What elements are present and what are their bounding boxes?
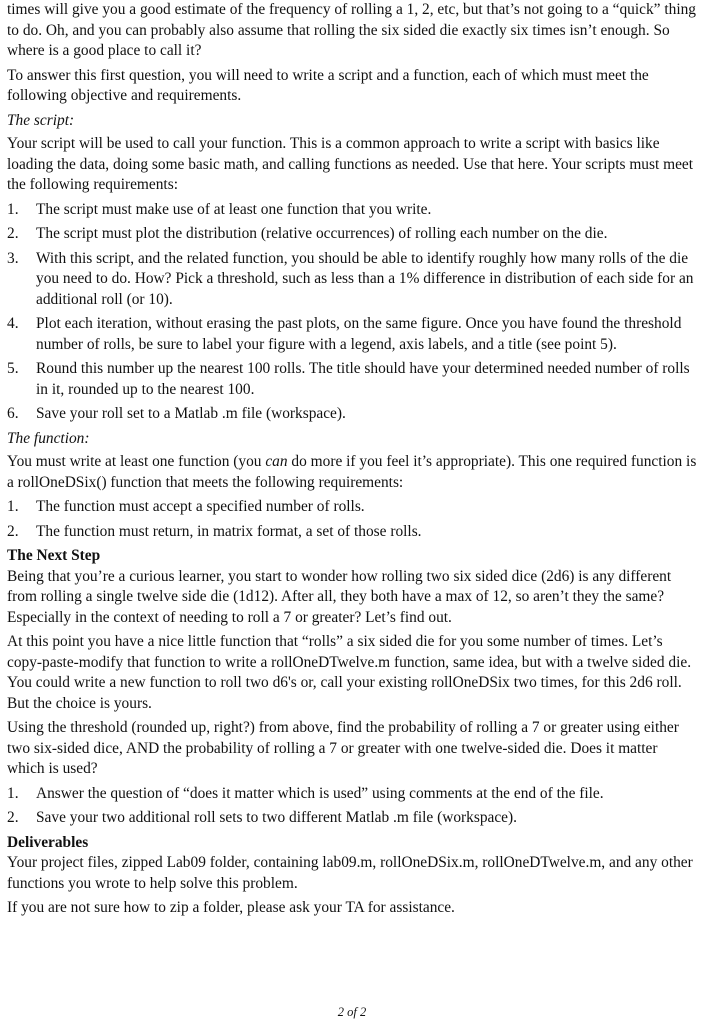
script-section-heading: The script: (7, 111, 75, 129)
deliverables-heading: Deliverables (7, 833, 89, 851)
list-item-number: 6. (7, 405, 19, 422)
list-item-text: Save your roll set to a Matlab .m file (workspace). (36, 405, 346, 422)
list-item-number: 3. (7, 249, 19, 267)
list-item (7, 404, 697, 425)
deliverables-paragraph-2: If you are not sure how to zip a folder, please ask your TA for assistance. (7, 899, 455, 916)
document-page (7, 0, 697, 923)
next-step-paragraph-3: Using the threshold (rounded up, right?) from above, find the probability of rolling a 7 or greater using either two six-sided dice, AND the probability of rolling a 7 or greater with one twelve-sided die. Does it matter which is used? (7, 719, 679, 777)
function-intro-text-start: You must write at least one function (you (7, 453, 266, 470)
script-requirements-list (7, 200, 697, 425)
list-item-text: The script must plot the distribution (relative occurrences) of rolling each number on the die. (36, 225, 608, 242)
function-intro-text-end: do more if you feel it’s appropriate). This one required function is a rollOneDSix() function that meets the following requirements: (7, 453, 697, 491)
deliverables-paragraph-1: Your project files, zipped Lab09 folder, containing lab09.m, rollOneDSix.m, rollOneDTwelve.m, and any other functions you wrote to help solve this problem. (7, 854, 693, 892)
function-intro-emphasis: can (265, 453, 288, 470)
intro-paragraph-2: To answer this first question, you will need to write a script and a function, each of which must meet the following objective and requirements. (7, 66, 649, 104)
list-item (7, 249, 697, 311)
list-item-number: 2. (7, 225, 19, 242)
list-item (7, 808, 697, 829)
intro-paragraph-1: times will give you a good estimate of the frequency of rolling a 1, 2, etc, but that’s not going to a “quick” thing to do. Oh, and you can probably also assume that rolling the six sided die exactly six times isn’t enough. So where is a good place to call it? (7, 1, 697, 59)
function-requirements-list (7, 497, 697, 542)
list-item-number: 1. (7, 200, 19, 218)
list-item-text: Round this number up the nearest 100 rolls. The title should have your determined needed number of rolls in it, rounded up to the nearest 100. (36, 360, 690, 398)
list-item (7, 784, 697, 805)
list-item-number: 2. (7, 522, 19, 540)
list-item (7, 314, 697, 355)
next-step-paragraph-2: At this point you have a nice little function that “rolls” a six sided die for you some number of times. Let’s copy-paste-modify that function to write a rollOneDTwelve.m function, same idea, but with a twelve sided die. You could write a new function to roll two d6's or, call your existing rollOneDSix two times, for this 2d6 roll. But the choice is yours. (7, 633, 692, 712)
list-item-number: 2. (7, 809, 19, 826)
list-item (7, 224, 697, 245)
list-item (7, 200, 697, 221)
list-item-text: The script must make use of at least one function that you write. (36, 200, 432, 218)
list-item-number: 1. (7, 498, 19, 515)
list-item-text: Plot each iteration, without erasing the past plots, on the same figure. Once you have found the threshold number of rolls, be sure to label your figure with a legend, axis labels, and a title (see point 5). (36, 315, 682, 353)
list-item-number: 4. (7, 315, 19, 332)
list-item-number: 5. (7, 360, 19, 377)
list-item-text: Save your two additional roll sets to two different Matlab .m file (workspace). (36, 809, 517, 826)
list-item-number: 1. (7, 784, 19, 802)
next-step-paragraph-1: Being that you’re a curious learner, you start to wonder how rolling two six sided dice (2d6) is any different from rolling a single twelve side die (1d12). After all, they both have a max of 12, so aren’t they the same? Especially in the context of needing to roll a 7 or greater? Let’s find out. (7, 567, 672, 626)
list-item-text: The function must accept a specified number of rolls. (36, 498, 365, 515)
function-section-heading: The function: (7, 429, 90, 447)
script-section-intro: Your script will be used to call your function. This is a common approach to write a script with basics like loading the data, doing some basic math, and calling functions as needed. Use that here. Your scripts must meet the following requirements: (7, 135, 694, 193)
list-item (7, 497, 697, 518)
next-step-list (7, 784, 697, 829)
list-item-text: The function must return, in matrix format, a set of those rolls. (36, 522, 422, 540)
list-item-text: With this script, and the related function, you should be able to identify roughly how many rolls of the die you need to do. How? Pick a threshold, such as less than a 1% difference in distribution of each side for an additional roll (or 10). (36, 249, 694, 308)
function-section-intro (7, 452, 697, 493)
page-number: 2 of 2 (337, 1005, 367, 1019)
list-item (7, 359, 697, 400)
list-item-text: Answer the question of “does it matter which is used” using comments at the end of the file. (36, 784, 604, 802)
next-step-heading: The Next Step (7, 547, 101, 564)
list-item (7, 522, 697, 543)
